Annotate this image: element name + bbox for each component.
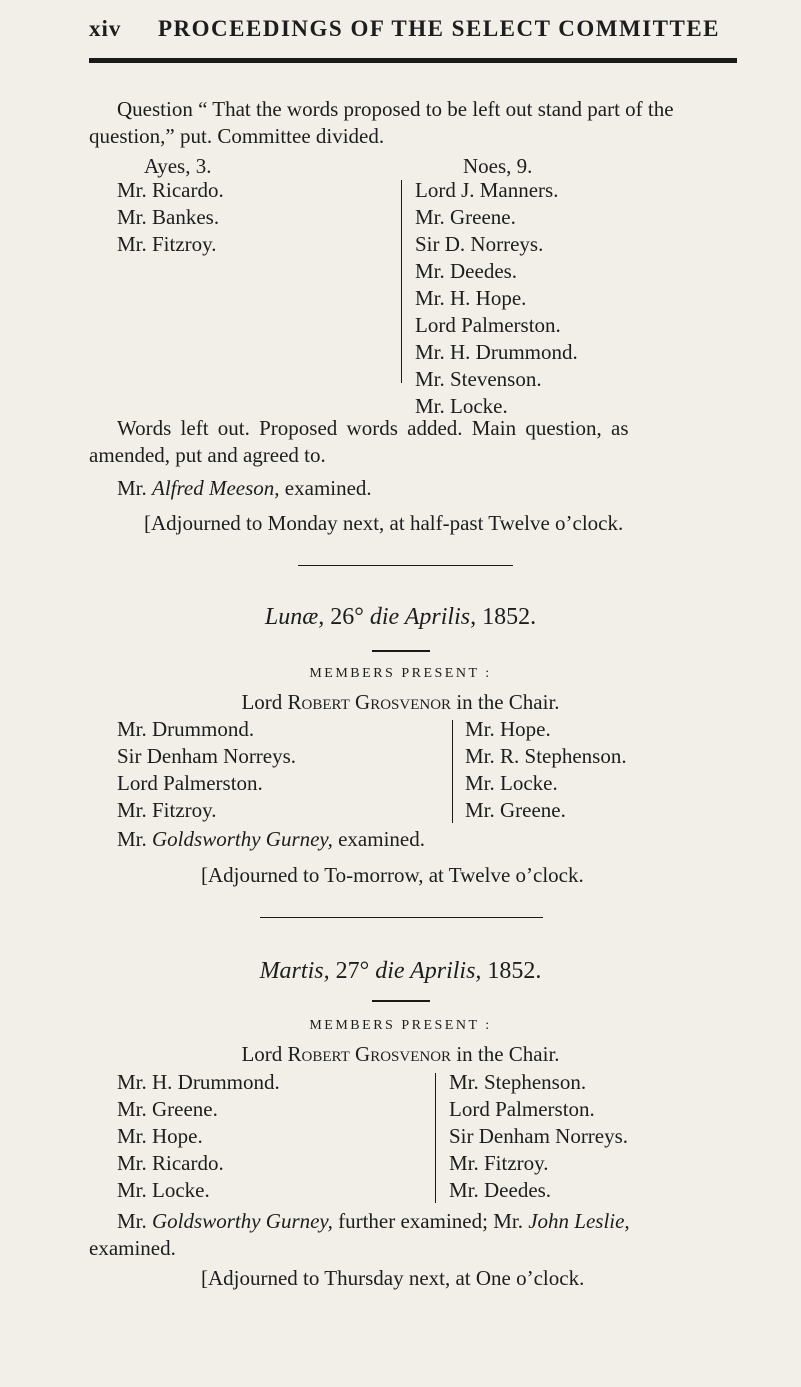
adjournment-3: [Adjourned to Thursday next, at One o’clock. <box>201 1266 585 1290</box>
sitting-date-2 <box>0 958 801 985</box>
member: Mr. Locke. <box>465 771 558 795</box>
member: Mr. Ricardo. <box>117 1151 224 1175</box>
witness-examined-line-2: examined. <box>89 1236 176 1260</box>
members-present-heading: MEMBERS PRESENT : <box>309 1018 492 1033</box>
running-title: PROCEEDINGS OF THE SELECT COMMITTEE <box>158 16 721 41</box>
date-num: 26° <box>324 604 370 630</box>
question-line-1: Question “ That the words proposed to be left out stand part of the <box>117 97 674 121</box>
member: Mr. Fitzroy. <box>449 1151 549 1175</box>
ayes-heading: Ayes, 3. <box>144 154 212 178</box>
member: Mr. Hope. <box>465 717 551 741</box>
noe-member: Lord J. Manners. <box>415 178 559 202</box>
examined-suffix: examined. <box>332 827 425 851</box>
members-divider <box>452 720 453 823</box>
members-present-heading: MEMBERS PRESENT : <box>309 666 492 681</box>
witness-name: John Leslie, <box>528 1209 630 1233</box>
date-num: 27° <box>329 958 376 984</box>
witness-examined <box>117 475 372 502</box>
chair-line <box>0 1041 801 1068</box>
witness-examined <box>117 826 425 853</box>
section-rule <box>260 917 543 918</box>
date-rule <box>372 650 430 652</box>
examined-prefix: Mr. <box>117 827 153 851</box>
date-die: die Aprilis, <box>369 604 477 630</box>
member: Mr. Locke. <box>117 1178 210 1202</box>
witness-examined-line-1 <box>117 1208 630 1235</box>
member: Lord Palmerston. <box>449 1097 595 1121</box>
member: Mr. Greene. <box>465 798 566 822</box>
running-header <box>0 4 801 52</box>
noe-member: Lord Palmerston. <box>415 313 561 337</box>
chair-name: Robert Grosvenor <box>287 690 452 714</box>
date-day: Lunæ, <box>264 604 325 630</box>
member: Mr. Drummond. <box>117 717 255 741</box>
sitting-date-1 <box>0 604 801 631</box>
page-number: xiv <box>89 16 122 41</box>
noe-member: Mr. Deedes. <box>415 259 518 283</box>
examined-suffix: examined. <box>279 476 372 500</box>
witness-name: Goldsworthy Gurney, <box>152 1209 333 1233</box>
date-die: die Aprilis, <box>375 958 482 984</box>
chair-post: in the Chair. <box>451 690 560 714</box>
witness-name: Goldsworthy Gurney, <box>152 827 333 851</box>
member: Sir Denham Norreys. <box>449 1124 629 1148</box>
member: Mr. Stephenson. <box>449 1070 587 1094</box>
member: Mr. Fitzroy. <box>117 798 217 822</box>
noes-heading: Noes, 9. <box>463 154 533 178</box>
noe-member: Mr. Greene. <box>415 205 516 229</box>
question-line-2: question,” put. Committee divided. <box>89 124 385 148</box>
member: Lord Palmerston. <box>117 771 263 795</box>
result-line-1: Words left out. Proposed words added. Main question, as <box>117 416 629 440</box>
aye-member: Mr. Fitzroy. <box>117 232 217 256</box>
member: Mr. Deedes. <box>449 1178 552 1202</box>
members-divider <box>435 1073 436 1203</box>
members-left <box>117 716 296 824</box>
ayes-list <box>117 177 224 258</box>
members-left <box>117 1069 280 1204</box>
members-right <box>465 716 627 824</box>
witness-name: Alfred Meeson, <box>152 476 280 500</box>
chair-line <box>0 689 801 716</box>
member: Sir Denham Norreys. <box>117 744 297 768</box>
member: Mr. H. Drummond. <box>117 1070 280 1094</box>
chair-post: in the Chair. <box>451 1042 560 1066</box>
member: Mr. R. Stephenson. <box>465 744 627 768</box>
chair-pre: Lord <box>241 1042 288 1066</box>
adjournment-1: [Adjourned to Monday next, at half-past Twelve o’clock. <box>144 511 624 535</box>
chair-name: Robert Grosvenor <box>287 1042 452 1066</box>
noe-member: Mr. H. Hope. <box>415 286 527 310</box>
noes-list <box>415 177 578 420</box>
date-day: Martis, <box>259 958 330 984</box>
noe-member: Sir D. Norreys. <box>415 232 544 256</box>
member: Mr. Hope. <box>117 1124 203 1148</box>
noe-member: Mr. H. Drummond. <box>415 340 578 364</box>
section-rule <box>298 565 513 566</box>
header-rule <box>89 58 737 63</box>
members-right <box>449 1069 628 1204</box>
division-divider <box>401 180 402 383</box>
result-line-2: amended, put and agreed to. <box>89 443 326 467</box>
adjournment-2: [Adjourned to To-morrow, at Twelve o’clock. <box>201 863 584 887</box>
noe-member: Mr. Stevenson. <box>415 367 542 391</box>
aye-member: Mr. Ricardo. <box>117 178 224 202</box>
examined-prefix: Mr. <box>117 476 153 500</box>
date-rule <box>372 1000 430 1002</box>
noe-member: Mr. Locke. <box>415 394 508 418</box>
examined-prefix: Mr. <box>117 1209 153 1233</box>
examined-middle: further examined; Mr. <box>332 1209 529 1233</box>
aye-member: Mr. Bankes. <box>117 205 220 229</box>
date-year: 1852. <box>481 958 542 984</box>
date-year: 1852. <box>476 604 537 630</box>
member: Mr. Greene. <box>117 1097 218 1121</box>
chair-pre: Lord <box>241 690 288 714</box>
